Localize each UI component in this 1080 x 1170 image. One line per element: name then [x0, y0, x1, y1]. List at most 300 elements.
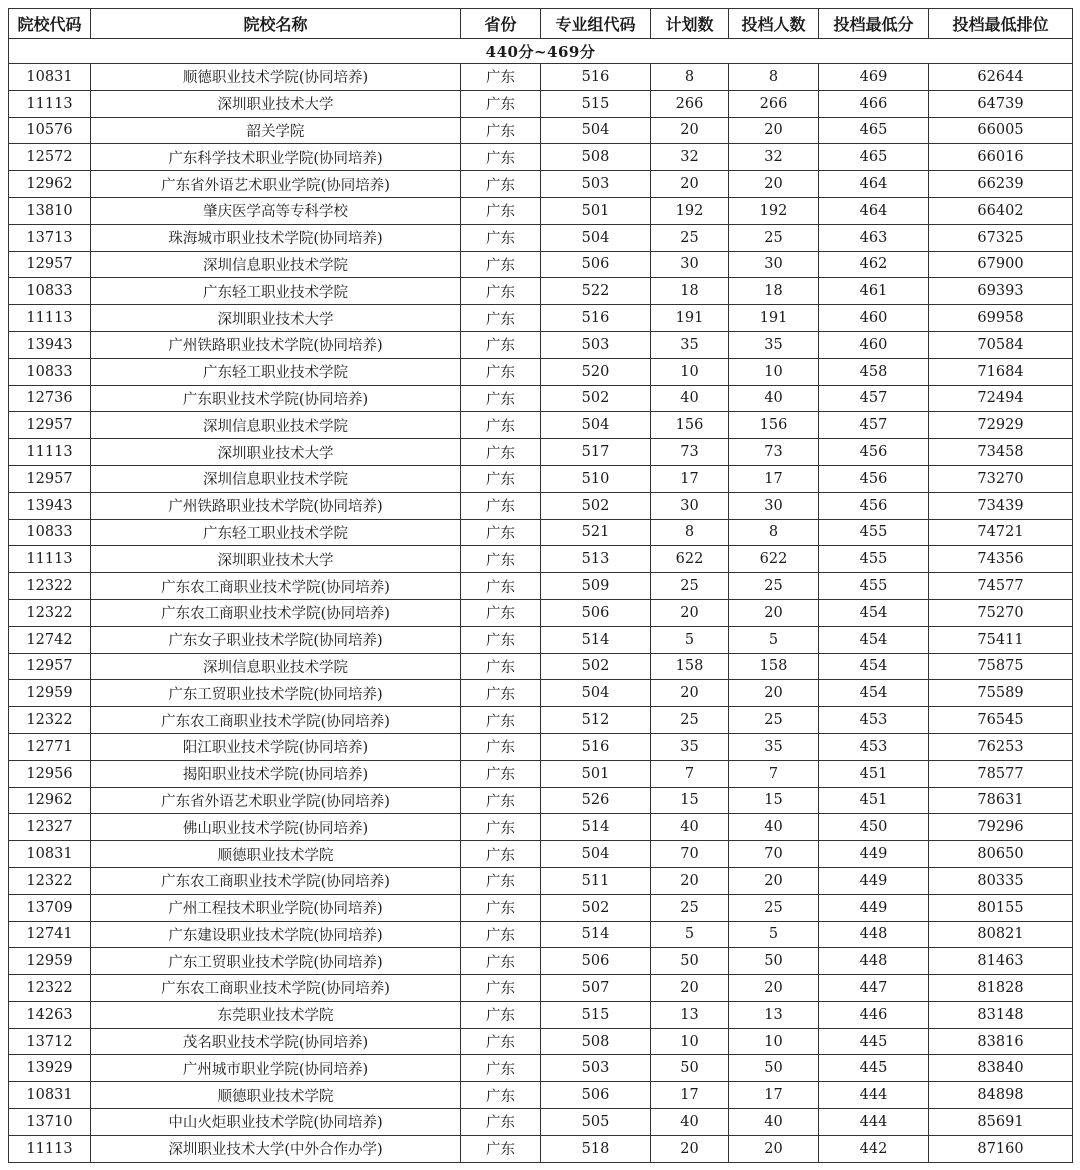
cell-min-rank: 66239	[929, 171, 1073, 198]
cell-min-score: 460	[819, 305, 929, 332]
cell-plan-count: 50	[651, 1055, 729, 1082]
cell-admitted-count: 10	[729, 358, 819, 385]
cell-province: 广东	[461, 814, 541, 841]
cell-school-name: 广东科学技术职业学院(协同培养)	[91, 144, 461, 171]
cell-school-code: 12771	[9, 733, 91, 760]
cell-plan-count: 20	[651, 117, 729, 144]
cell-plan-count: 25	[651, 707, 729, 734]
cell-province: 广东	[461, 492, 541, 519]
cell-admitted-count: 10	[729, 1028, 819, 1055]
cell-admitted-count: 20	[729, 867, 819, 894]
cell-group-code: 508	[541, 144, 651, 171]
cell-plan-count: 35	[651, 331, 729, 358]
cell-school-name: 珠海城市职业技术学院(协同培养)	[91, 224, 461, 251]
cell-admitted-count: 192	[729, 197, 819, 224]
table-row	[9, 894, 1073, 921]
cell-min-rank: 73270	[929, 465, 1073, 492]
cell-admitted-count: 70	[729, 841, 819, 868]
cell-min-rank: 66005	[929, 117, 1073, 144]
cell-min-score: 442	[819, 1135, 929, 1162]
cell-school-code: 12957	[9, 465, 91, 492]
cell-school-name: 广东女子职业技术学院(协同培养)	[91, 626, 461, 653]
cell-group-code: 516	[541, 64, 651, 91]
cell-min-score: 448	[819, 921, 929, 948]
cell-admitted-count: 158	[729, 653, 819, 680]
cell-school-code: 10576	[9, 117, 91, 144]
cell-min-score: 444	[819, 1082, 929, 1109]
table-row	[9, 331, 1073, 358]
cell-admitted-count: 40	[729, 385, 819, 412]
cell-plan-count: 20	[651, 171, 729, 198]
cell-province: 广东	[461, 251, 541, 278]
cell-plan-count: 50	[651, 948, 729, 975]
section-row	[9, 39, 1073, 64]
cell-school-code: 11113	[9, 305, 91, 332]
cell-admitted-count: 266	[729, 90, 819, 117]
cell-min-score: 450	[819, 814, 929, 841]
cell-school-code: 12322	[9, 599, 91, 626]
cell-province: 广东	[461, 278, 541, 305]
cell-province: 广东	[461, 975, 541, 1002]
header-min-rank: 投档最低排位	[929, 9, 1073, 39]
cell-min-rank: 73458	[929, 439, 1073, 466]
cell-plan-count: 192	[651, 197, 729, 224]
cell-school-name: 广东省外语艺术职业学院(协同培养)	[91, 787, 461, 814]
cell-school-code: 11113	[9, 546, 91, 573]
cell-school-name: 顺德职业技术学院(协同培养)	[91, 64, 461, 91]
cell-school-name: 广东农工商职业技术学院(协同培养)	[91, 599, 461, 626]
cell-admitted-count: 40	[729, 814, 819, 841]
cell-group-code: 514	[541, 814, 651, 841]
cell-group-code: 504	[541, 412, 651, 439]
cell-min-rank: 80821	[929, 921, 1073, 948]
cell-plan-count: 17	[651, 465, 729, 492]
cell-group-code: 511	[541, 867, 651, 894]
cell-plan-count: 622	[651, 546, 729, 573]
cell-min-score: 461	[819, 278, 929, 305]
cell-admitted-count: 18	[729, 278, 819, 305]
table-row	[9, 867, 1073, 894]
cell-min-rank: 75270	[929, 599, 1073, 626]
cell-school-code: 12322	[9, 707, 91, 734]
cell-province: 广东	[461, 197, 541, 224]
table-row	[9, 90, 1073, 117]
cell-plan-count: 40	[651, 385, 729, 412]
table-row	[9, 1028, 1073, 1055]
cell-admitted-count: 622	[729, 546, 819, 573]
table-row	[9, 760, 1073, 787]
cell-min-rank: 64739	[929, 90, 1073, 117]
cell-school-code: 12957	[9, 412, 91, 439]
cell-min-rank: 87160	[929, 1135, 1073, 1162]
cell-school-code: 13713	[9, 224, 91, 251]
cell-group-code: 503	[541, 331, 651, 358]
cell-min-rank: 78631	[929, 787, 1073, 814]
header-plan-count: 计划数	[651, 9, 729, 39]
table-row	[9, 1055, 1073, 1082]
table-row	[9, 626, 1073, 653]
table-row	[9, 1082, 1073, 1109]
cell-group-code: 507	[541, 975, 651, 1002]
table-row	[9, 439, 1073, 466]
cell-school-name: 广州铁路职业技术学院(协同培养)	[91, 492, 461, 519]
table-row	[9, 224, 1073, 251]
cell-admitted-count: 50	[729, 1055, 819, 1082]
cell-school-code: 12962	[9, 787, 91, 814]
cell-admitted-count: 8	[729, 64, 819, 91]
cell-school-code: 10833	[9, 278, 91, 305]
cell-school-code: 13943	[9, 492, 91, 519]
cell-plan-count: 25	[651, 894, 729, 921]
cell-school-name: 深圳职业技术大学	[91, 439, 461, 466]
cell-group-code: 520	[541, 358, 651, 385]
table-row	[9, 733, 1073, 760]
cell-group-code: 505	[541, 1109, 651, 1136]
cell-admitted-count: 15	[729, 787, 819, 814]
table-row	[9, 653, 1073, 680]
cell-province: 广东	[461, 144, 541, 171]
header-school-code: 院校代码	[9, 9, 91, 39]
table-row	[9, 197, 1073, 224]
cell-admitted-count: 20	[729, 171, 819, 198]
table-row	[9, 1001, 1073, 1028]
cell-school-name: 广州工程技术职业学院(协同培养)	[91, 894, 461, 921]
cell-school-code: 11113	[9, 1135, 91, 1162]
cell-province: 广东	[461, 573, 541, 600]
table-row	[9, 465, 1073, 492]
cell-school-name: 广东农工商职业技术学院(协同培养)	[91, 867, 461, 894]
cell-province: 广东	[461, 64, 541, 91]
table-row	[9, 358, 1073, 385]
cell-admitted-count: 156	[729, 412, 819, 439]
cell-min-score: 454	[819, 680, 929, 707]
cell-group-code: 504	[541, 117, 651, 144]
cell-school-name: 广东轻工职业技术学院	[91, 519, 461, 546]
cell-school-code: 12962	[9, 171, 91, 198]
cell-group-code: 514	[541, 921, 651, 948]
cell-group-code: 504	[541, 680, 651, 707]
table-row	[9, 814, 1073, 841]
cell-province: 广东	[461, 546, 541, 573]
table-row	[9, 171, 1073, 198]
cell-school-code: 13943	[9, 331, 91, 358]
cell-province: 广东	[461, 680, 541, 707]
cell-admitted-count: 73	[729, 439, 819, 466]
cell-school-code: 12322	[9, 573, 91, 600]
cell-province: 广东	[461, 841, 541, 868]
cell-province: 广东	[461, 867, 541, 894]
cell-group-code: 501	[541, 760, 651, 787]
cell-province: 广东	[461, 331, 541, 358]
cell-min-rank: 67900	[929, 251, 1073, 278]
cell-group-code: 502	[541, 653, 651, 680]
cell-school-name: 深圳职业技术大学	[91, 90, 461, 117]
cell-group-code: 512	[541, 707, 651, 734]
cell-school-code: 10833	[9, 358, 91, 385]
table-row	[9, 64, 1073, 91]
table-row	[9, 251, 1073, 278]
cell-province: 广东	[461, 760, 541, 787]
cell-school-name: 广州铁路职业技术学院(协同培养)	[91, 331, 461, 358]
cell-school-code: 10831	[9, 64, 91, 91]
cell-school-code: 12957	[9, 653, 91, 680]
cell-school-code: 13929	[9, 1055, 91, 1082]
admission-table	[8, 8, 1073, 1163]
table-row	[9, 144, 1073, 171]
cell-admitted-count: 32	[729, 144, 819, 171]
cell-min-rank: 74356	[929, 546, 1073, 573]
cell-admitted-count: 20	[729, 599, 819, 626]
cell-province: 广东	[461, 599, 541, 626]
cell-school-code: 11113	[9, 90, 91, 117]
cell-group-code: 508	[541, 1028, 651, 1055]
cell-school-code: 13709	[9, 894, 91, 921]
cell-school-code: 10831	[9, 1082, 91, 1109]
cell-plan-count: 30	[651, 492, 729, 519]
cell-province: 广东	[461, 1109, 541, 1136]
cell-group-code: 518	[541, 1135, 651, 1162]
cell-admitted-count: 30	[729, 251, 819, 278]
cell-min-rank: 80650	[929, 841, 1073, 868]
cell-school-code: 12572	[9, 144, 91, 171]
header-admitted-count: 投档人数	[729, 9, 819, 39]
cell-admitted-count: 25	[729, 573, 819, 600]
cell-school-name: 广东职业技术学院(协同培养)	[91, 385, 461, 412]
cell-min-score: 456	[819, 465, 929, 492]
cell-min-score: 456	[819, 439, 929, 466]
cell-min-score: 456	[819, 492, 929, 519]
cell-school-name: 广东轻工职业技术学院	[91, 278, 461, 305]
cell-province: 广东	[461, 948, 541, 975]
table-row	[9, 492, 1073, 519]
cell-group-code: 504	[541, 841, 651, 868]
cell-plan-count: 20	[651, 680, 729, 707]
cell-admitted-count: 20	[729, 975, 819, 1002]
cell-school-name: 阳江职业技术学院(协同培养)	[91, 733, 461, 760]
cell-min-score: 449	[819, 867, 929, 894]
cell-school-name: 深圳信息职业技术学院	[91, 465, 461, 492]
cell-min-rank: 76545	[929, 707, 1073, 734]
cell-province: 广东	[461, 305, 541, 332]
cell-school-name: 深圳职业技术大学	[91, 546, 461, 573]
cell-min-rank: 75411	[929, 626, 1073, 653]
cell-plan-count: 25	[651, 224, 729, 251]
cell-school-name: 深圳信息职业技术学院	[91, 251, 461, 278]
table-row	[9, 573, 1073, 600]
cell-min-rank: 67325	[929, 224, 1073, 251]
cell-plan-count: 13	[651, 1001, 729, 1028]
table-row	[9, 680, 1073, 707]
header-group-code: 专业组代码	[541, 9, 651, 39]
cell-school-code: 12742	[9, 626, 91, 653]
cell-school-code: 13810	[9, 197, 91, 224]
cell-min-rank: 78577	[929, 760, 1073, 787]
cell-min-rank: 74577	[929, 573, 1073, 600]
cell-plan-count: 17	[651, 1082, 729, 1109]
cell-school-code: 10831	[9, 841, 91, 868]
cell-school-name: 茂名职业技术学院(协同培养)	[91, 1028, 461, 1055]
cell-min-rank: 79296	[929, 814, 1073, 841]
cell-province: 广东	[461, 1082, 541, 1109]
cell-group-code: 506	[541, 599, 651, 626]
table-row	[9, 707, 1073, 734]
cell-admitted-count: 35	[729, 331, 819, 358]
cell-group-code: 506	[541, 1082, 651, 1109]
cell-group-code: 506	[541, 948, 651, 975]
cell-school-name: 广东建设职业技术学院(协同培养)	[91, 921, 461, 948]
cell-admitted-count: 13	[729, 1001, 819, 1028]
cell-group-code: 503	[541, 1055, 651, 1082]
cell-group-code: 503	[541, 171, 651, 198]
cell-province: 广东	[461, 653, 541, 680]
cell-school-code: 14263	[9, 1001, 91, 1028]
cell-province: 广东	[461, 707, 541, 734]
cell-group-code: 513	[541, 546, 651, 573]
table-row	[9, 948, 1073, 975]
cell-min-rank: 81463	[929, 948, 1073, 975]
cell-school-name: 深圳职业技术大学	[91, 305, 461, 332]
table-row	[9, 921, 1073, 948]
cell-plan-count: 40	[651, 814, 729, 841]
table-row	[9, 385, 1073, 412]
cell-min-rank: 83816	[929, 1028, 1073, 1055]
table-row	[9, 412, 1073, 439]
table-row	[9, 787, 1073, 814]
cell-plan-count: 20	[651, 1135, 729, 1162]
cell-min-score: 455	[819, 573, 929, 600]
cell-group-code: 516	[541, 305, 651, 332]
cell-school-code: 13712	[9, 1028, 91, 1055]
cell-school-name: 顺德职业技术学院	[91, 1082, 461, 1109]
cell-plan-count: 20	[651, 867, 729, 894]
cell-min-score: 449	[819, 894, 929, 921]
cell-plan-count: 10	[651, 358, 729, 385]
cell-min-score: 455	[819, 546, 929, 573]
cell-min-rank: 73439	[929, 492, 1073, 519]
cell-admitted-count: 7	[729, 760, 819, 787]
cell-min-score: 455	[819, 519, 929, 546]
cell-school-code: 12741	[9, 921, 91, 948]
cell-province: 广东	[461, 385, 541, 412]
cell-min-score: 451	[819, 760, 929, 787]
cell-min-score: 453	[819, 707, 929, 734]
cell-group-code: 510	[541, 465, 651, 492]
cell-min-score: 445	[819, 1055, 929, 1082]
cell-admitted-count: 8	[729, 519, 819, 546]
cell-school-name: 广州城市职业学院(协同培养)	[91, 1055, 461, 1082]
cell-min-score: 464	[819, 171, 929, 198]
cell-min-score: 449	[819, 841, 929, 868]
cell-min-rank: 66402	[929, 197, 1073, 224]
header-min-score: 投档最低分	[819, 9, 929, 39]
table-row	[9, 117, 1073, 144]
cell-min-rank: 84898	[929, 1082, 1073, 1109]
cell-province: 广东	[461, 787, 541, 814]
cell-admitted-count: 50	[729, 948, 819, 975]
cell-admitted-count: 40	[729, 1109, 819, 1136]
cell-plan-count: 7	[651, 760, 729, 787]
cell-min-score: 469	[819, 64, 929, 91]
cell-admitted-count: 5	[729, 921, 819, 948]
cell-group-code: 526	[541, 787, 651, 814]
cell-plan-count: 266	[651, 90, 729, 117]
cell-min-score: 464	[819, 197, 929, 224]
cell-school-code: 12956	[9, 760, 91, 787]
cell-min-rank: 71684	[929, 358, 1073, 385]
admission-table-container	[8, 8, 1072, 1163]
cell-min-rank: 85691	[929, 1109, 1073, 1136]
cell-min-rank: 76253	[929, 733, 1073, 760]
cell-province: 广东	[461, 894, 541, 921]
cell-province: 广东	[461, 1055, 541, 1082]
cell-province: 广东	[461, 412, 541, 439]
cell-school-name: 肇庆医学高等专科学校	[91, 197, 461, 224]
cell-province: 广东	[461, 117, 541, 144]
cell-group-code: 517	[541, 439, 651, 466]
cell-group-code: 502	[541, 385, 651, 412]
cell-school-code: 11113	[9, 439, 91, 466]
cell-min-score: 446	[819, 1001, 929, 1028]
cell-min-score: 447	[819, 975, 929, 1002]
cell-admitted-count: 20	[729, 1135, 819, 1162]
cell-admitted-count: 25	[729, 707, 819, 734]
cell-min-score: 466	[819, 90, 929, 117]
cell-school-code: 10833	[9, 519, 91, 546]
cell-min-score: 463	[819, 224, 929, 251]
cell-group-code: 502	[541, 492, 651, 519]
cell-school-name: 广东工贸职业技术学院(协同培养)	[91, 680, 461, 707]
cell-province: 广东	[461, 519, 541, 546]
cell-group-code: 502	[541, 894, 651, 921]
cell-min-rank: 72494	[929, 385, 1073, 412]
cell-min-score: 465	[819, 117, 929, 144]
cell-admitted-count: 25	[729, 894, 819, 921]
cell-group-code: 501	[541, 197, 651, 224]
cell-school-name: 深圳职业技术大学(中外合作办学)	[91, 1135, 461, 1162]
cell-plan-count: 30	[651, 251, 729, 278]
cell-school-name: 广东工贸职业技术学院(协同培养)	[91, 948, 461, 975]
cell-plan-count: 18	[651, 278, 729, 305]
cell-min-score: 462	[819, 251, 929, 278]
cell-school-code: 12959	[9, 948, 91, 975]
table-row	[9, 546, 1073, 573]
cell-admitted-count: 25	[729, 224, 819, 251]
cell-province: 广东	[461, 1028, 541, 1055]
cell-school-name: 佛山职业技术学院(协同培养)	[91, 814, 461, 841]
table-body	[9, 64, 1073, 1163]
cell-school-code: 12957	[9, 251, 91, 278]
table-row	[9, 1109, 1073, 1136]
cell-plan-count: 5	[651, 921, 729, 948]
cell-min-rank: 72929	[929, 412, 1073, 439]
table-row	[9, 1135, 1073, 1162]
cell-group-code: 514	[541, 626, 651, 653]
cell-admitted-count: 30	[729, 492, 819, 519]
cell-school-name: 广东农工商职业技术学院(协同培养)	[91, 707, 461, 734]
cell-admitted-count: 20	[729, 680, 819, 707]
cell-province: 广东	[461, 921, 541, 948]
cell-school-name: 揭阳职业技术学院(协同培养)	[91, 760, 461, 787]
cell-school-name: 深圳信息职业技术学院	[91, 412, 461, 439]
cell-min-score: 454	[819, 653, 929, 680]
cell-min-rank: 69393	[929, 278, 1073, 305]
cell-admitted-count: 35	[729, 733, 819, 760]
cell-admitted-count: 17	[729, 1082, 819, 1109]
cell-min-rank: 75875	[929, 653, 1073, 680]
cell-province: 广东	[461, 358, 541, 385]
cell-min-score: 451	[819, 787, 929, 814]
cell-province: 广东	[461, 439, 541, 466]
